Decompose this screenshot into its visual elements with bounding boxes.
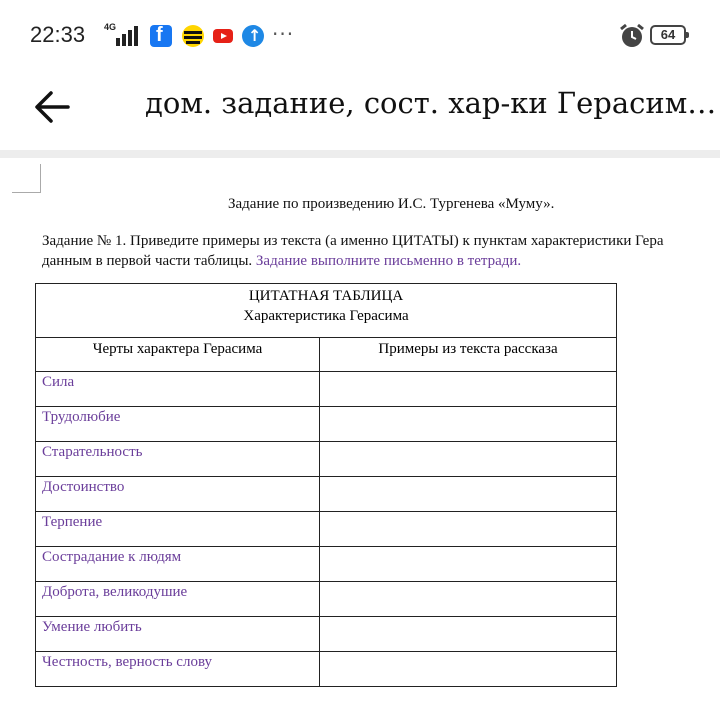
network-type: 4G: [104, 22, 117, 32]
column-header-traits: Черты характера Герасима: [36, 338, 320, 372]
trait-cell: Старательность: [36, 442, 320, 477]
table-row: [36, 477, 617, 512]
citation-table: [35, 283, 617, 687]
example-cell: [320, 547, 617, 582]
beeline-icon: [182, 25, 204, 47]
example-cell: [320, 372, 617, 407]
document-heading: Задание по произведению И.С. Тургенева «Муму».: [228, 196, 555, 212]
trait-cell: Честность, верность слову: [36, 652, 320, 687]
example-cell: [320, 477, 617, 512]
table-row: [36, 617, 617, 652]
document-view[interactable]: [6, 158, 720, 718]
table-title: ЦИТАТНАЯ ТАБЛИЦА: [248, 288, 404, 304]
trait-cell: Умение любить: [36, 617, 320, 652]
trait-cell: Трудолюбие: [36, 407, 320, 442]
example-cell: [320, 617, 617, 652]
trait-cell: Сила: [36, 372, 320, 407]
task-line-2-text: данным в первой части таблицы.: [42, 253, 253, 269]
example-cell: [320, 407, 617, 442]
example-cell: [320, 442, 617, 477]
page-corner-mark: [12, 164, 41, 193]
example-cell: [320, 652, 617, 687]
table-row: [36, 652, 617, 687]
title-bar: [0, 70, 720, 148]
trait-cell: Терпение: [36, 512, 320, 547]
trait-cell: Доброта, великодушие: [36, 582, 320, 617]
table-subtitle: Характеристика Герасима: [243, 308, 409, 324]
table-row: [36, 582, 617, 617]
task-paragraph: [42, 231, 720, 271]
table-row: [36, 512, 617, 547]
table-row: [36, 442, 617, 477]
status-bar: [0, 0, 720, 70]
trait-cell: Сострадание к людям: [36, 547, 320, 582]
task-line-1: Задание № 1. Приведите примеры из текста (а именно ЦИТАТЫ) к пунктам характеристики Гера: [42, 233, 664, 249]
status-time: 22:33: [30, 22, 86, 47]
shield-icon: ↑: [242, 25, 264, 47]
page-title: дом. задание, сост. хар-ки Герасим…: [145, 86, 717, 120]
divider: [0, 150, 720, 158]
battery-indicator: 64: [650, 25, 686, 45]
alarm-icon: [619, 23, 645, 49]
task-line-2: [42, 251, 720, 271]
example-cell: [320, 512, 617, 547]
table-caption: [36, 284, 617, 338]
youtube-icon: [212, 25, 234, 47]
table-row: [36, 407, 617, 442]
table-row: [36, 372, 617, 407]
trait-cell: Достоинство: [36, 477, 320, 512]
signal-icon: [100, 24, 142, 48]
column-header-examples: Примеры из текста рассказа: [320, 338, 617, 372]
more-notifications-icon: ···: [272, 22, 295, 46]
facebook-icon: f: [150, 25, 172, 47]
task-instruction: Задание выполните письменно в тетради.: [255, 253, 522, 269]
example-cell: [320, 582, 617, 617]
table-row: [36, 547, 617, 582]
back-arrow-icon[interactable]: [32, 88, 72, 126]
